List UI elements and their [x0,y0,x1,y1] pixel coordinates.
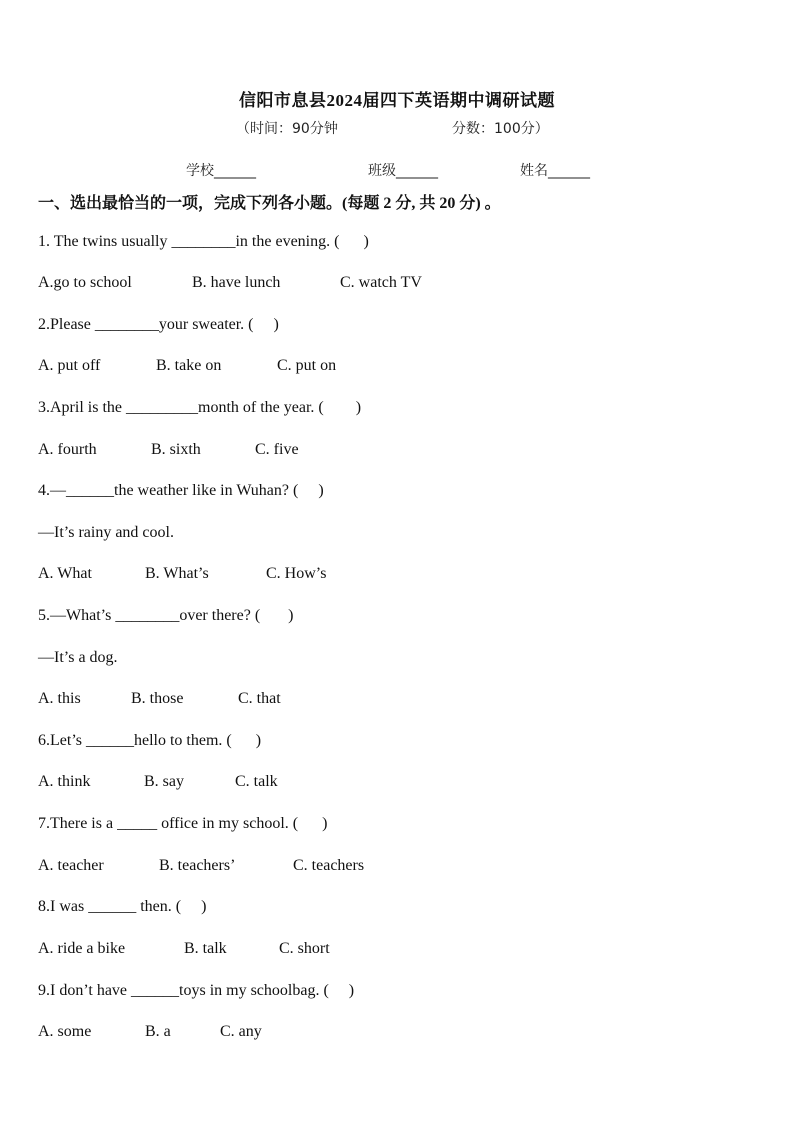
option-a: A. this [38,690,81,707]
question-9: 9.I don’t have ______toys in my schoolbag. ( ) [38,982,355,999]
exam-time: （时间：90分钟 [236,121,338,137]
question-3: 3.April is the _________month of the year. ( ) [38,399,362,416]
option-a: A. some [38,1023,92,1040]
option-b: B. say [144,773,184,790]
option-c: C. watch TV [340,274,422,291]
option-b: B. a [145,1023,171,1040]
option-b: B. those [131,690,184,707]
question-7: 7.There is a _____ office in my school. ( ) [38,815,328,832]
exam-title: 信阳市息县2024届四下英语期中调研试题 [239,91,555,110]
option-c: C. five [255,441,299,458]
option-b: B. talk [184,940,227,957]
exam-score: 分数：100分） [452,121,549,137]
section-heading: 一、选出最恰当的一项，完成下列各小题。(每题 2 分, 共 20 分) 。 [38,195,501,212]
option-c: C. teachers [293,857,365,874]
option-a: A. What [38,565,92,582]
option-c: C. any [220,1023,262,1040]
question-2: 2.Please ________your sweater. ( ) [38,316,279,333]
option-a: A. put off [38,357,101,374]
option-c: C. How’s [266,565,327,582]
option-c: C. talk [235,773,278,790]
option-a: A. ride a bike [38,940,126,957]
option-b: B. take on [156,357,222,374]
question-5: 5.—What’s ________over there? ( ) [38,607,294,624]
option-b: B. have lunch [192,274,281,291]
option-c: C. that [238,690,281,707]
question-1: 1. The twins usually ________in the evening. ( ) [38,233,369,250]
class-field: 班级______ [368,163,438,179]
question-8: 8.I was ______ then. ( ) [38,898,207,915]
option-b: B. teachers’ [159,857,236,874]
option-a: A. fourth [38,441,97,458]
dialogue-answer-5: —It’s a dog. [38,649,118,666]
question-6: 6.Let’s ______hello to them. ( ) [38,732,262,749]
school-field: 学校______ [186,163,256,179]
option-a: A. think [38,773,91,790]
name-field: 姓名______ [520,163,590,179]
option-c: C. put on [277,357,337,374]
option-a: A.go to school [38,274,132,291]
option-a: A. teacher [38,857,104,874]
option-b: B. sixth [151,441,201,458]
option-c: C. short [279,940,330,957]
option-b: B. What’s [145,565,209,582]
question-4: 4.—______the weather like in Wuhan? ( ) [38,482,324,499]
dialogue-answer-4: —It’s rainy and cool. [38,524,174,541]
